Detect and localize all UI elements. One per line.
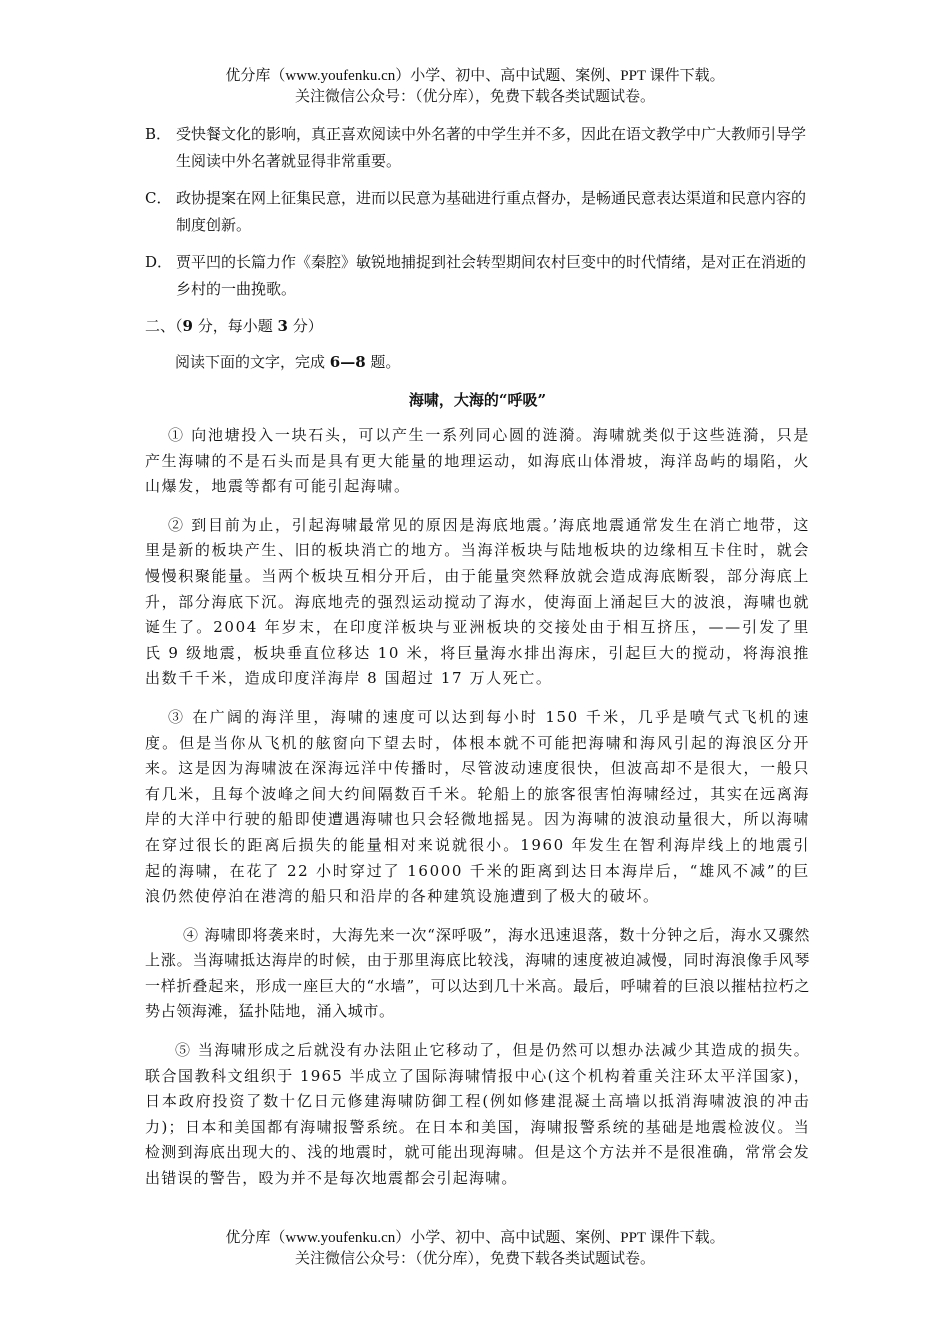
option-c xyxy=(145,185,810,239)
option-text: 受快餐文化的影响，真正喜欢阅读中外名著的中学生并不多，因此在语文教学中广大教师引导学生阅读中外名著就显得非常重要。 xyxy=(176,125,807,170)
header-line-1: 优分库（www.youfenku.cn）小学、初中、高中试题、案例、PPT 课件下载。 xyxy=(225,68,725,84)
article-paragraph-2: ② 到目前为止，引起海啸最常见的原因是海底地震。’海底地震通常发生在消亡地带，这里是新的板块产生、旧的板块消亡的地方。当海洋板块与陆地板块的边缘相互卡住时，就会慢慢积聚能量。当两个板块互相分开后，由于能量突然释放就会造成海底断裂，部分海底上升，部分海底下沉。海底地壳的强烈运动搅动了海水，使海面上涌起巨大的波浪，海啸也就诞生了。2004 年岁末，在印度洋板块与亚洲板块的交接处由于相互挤压，——引发了里氏 9 级地震，板块垂直位移达 10 米，将巨量海水排出海床，引起巨大的搅动，将海浪推出数千千米，造成印度洋海岸 8 国超过 17 万人死亡。 xyxy=(145,515,810,688)
footer-line-2: 关注微信公众号：（优分库），免费下载各类试题试卷。 xyxy=(294,1251,655,1267)
option-letter: B． xyxy=(145,125,172,143)
option-b xyxy=(145,121,810,175)
option-letter: D． xyxy=(145,253,173,271)
article-paragraph-5: ⑤ 当海啸形成之后就没有办法阻止它移动了，但是仍然可以想办法减少其造成的损失。联合国教科文组织于 1965 半成立了国际海啸情报中心(这个机构着重关注环太平洋国家)，日本政府投资了数十亿日元修建海啸防御工程(例如修建混凝土高墙以抵消海啸波浪的冲击力)；日本和美国都有海啸报警系统。在日本和美国，海啸报警系统的基础是地震检波仪。当检测到海底出现大的、浅的地震时，就可能出现海啸。但是这个方法并不是很准确，常常会发出错误的警告，殴为并不是每次地震都会引起海啸。 xyxy=(145,1041,810,1188)
section-prefix: 二、（ xyxy=(145,317,183,335)
page-footer xyxy=(0,1228,950,1270)
section-each-score: 3 xyxy=(277,317,288,335)
article-paragraph-3: ③ 在广阔的海洋里，海啸的速度可以达到每小时 150 千米，几乎是喷气式飞机的速度。但是当你从飞机的舷窗向下望去时，体根本就不可能把海啸和海风引起的海浪区分开来。这是因为海啸波在深海远洋中传播时，尽管波动速度很快，但波高却不是很大，一般只有几米，且每个波峰之间大约间隔数百千米。轮船上的旅客很害怕海啸经过，其实在远离海岸的大洋中行驶的船即使遭遇海啸也只会轻微地摇晃。因为海啸的波浪动量很大，所以海啸在穿过很长的距离后损失的能量相对来说就很小。1960 年发生在智利海岸线上的地震引起的海啸，在花了 22 小时穿过了 16000 千米的距离到达日本海岸后，“雄风不减”的巨浪仍然使停泊在港湾的船只和沿岸的各种建筑设施遭到了极大的破坏。 xyxy=(145,707,810,906)
option-text: 政协提案在网上征集民意，进而以民意为基础进行重点督办，是畅通民意表达渠道和民意内容的制度创新。 xyxy=(176,189,807,234)
question-range: 6—8 xyxy=(329,353,366,371)
option-letter: C． xyxy=(145,189,172,207)
section-middle: 分，每小题 xyxy=(192,317,278,335)
article-paragraph-1: ① 向池塘投入一块石头，可以产生一系列同心圆的涟漪。海啸就类似于这些涟漪，只是产生海啸的不是石头而是具有更大能量的地理运动，如海底山体滑坡，海洋岛屿的塌陷，火山爆发，地震等都有可能引起海啸。 xyxy=(145,426,810,496)
main-content xyxy=(145,121,810,1205)
section-score: 9 xyxy=(182,317,193,335)
instruction-suffix: 题。 xyxy=(365,353,401,371)
article-title: 海啸，大海的“呼吸” xyxy=(408,391,547,409)
option-d xyxy=(145,249,810,303)
footer-line-1: 优分库（www.youfenku.cn）小学、初中、高中试题、案例、PPT 课件下载。 xyxy=(225,1230,725,1246)
section-heading xyxy=(145,313,810,339)
section-suffix: 分） xyxy=(287,317,323,335)
instruction-prefix: 阅读下面的文字，完成 xyxy=(175,353,330,371)
page-header xyxy=(0,66,950,108)
option-text: 贾平凹的长篇力作《秦腔》敏锐地捕捉到社会转型期间农村巨变中的时代情绪，是对正在消逝的乡村的一曲挽歌。 xyxy=(176,253,807,298)
reading-instruction xyxy=(145,349,810,375)
article-paragraph-4: ④ 海啸即将袭来时，大海先来一次“深呼吸”，海水迅速退落，数十分钟之后，海水又骤然上涨。当海啸抵达海岸的时候，由于那里海底比较浅，海啸的速度被迫减慢，同时海浪像手风琴一样折叠起来，形成一座巨大的“水墙”，可以达到几十米高。最后，呼啸着的巨浪以摧枯拉朽之势占领海滩，猛扑陆地，涌入城市。 xyxy=(145,925,810,1021)
header-line-2: 关注微信公众号：（优分库），免费下载各类试题试卷。 xyxy=(294,89,655,105)
